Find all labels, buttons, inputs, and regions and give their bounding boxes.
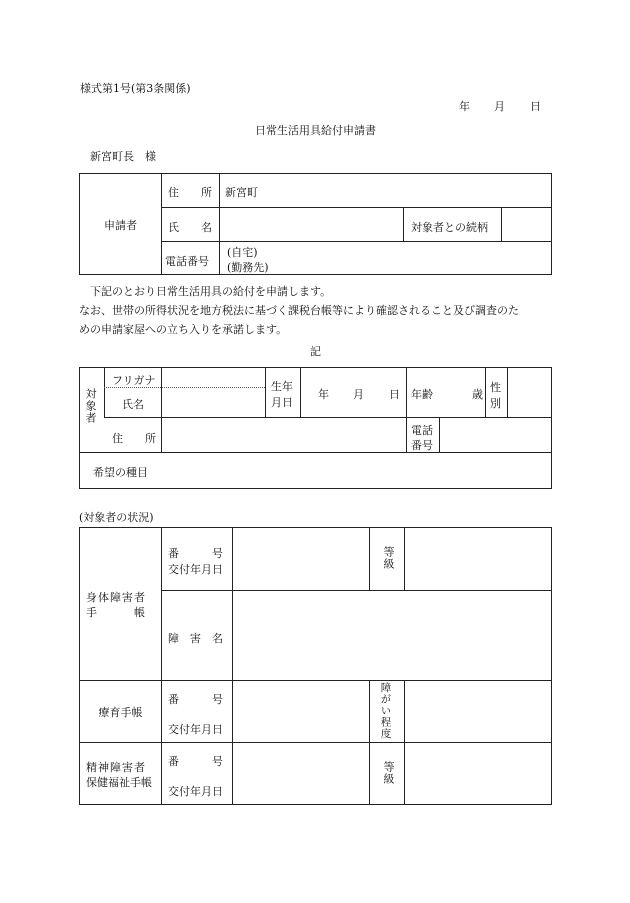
status-table (79, 527, 552, 805)
mental-cert-label-2: 保健福祉手帳 (86, 776, 152, 789)
page-title: 日常生活用具給付申請書 (255, 124, 376, 137)
date-day: 日 (530, 100, 541, 113)
subject-name-field[interactable] (162, 389, 264, 416)
relation-label: 対象者との続柄 (411, 221, 488, 234)
sex-label-1: 性 (490, 381, 501, 394)
age-unit: 歳 (472, 388, 483, 401)
disability-name-label: 障 害 名 (168, 632, 223, 645)
ryoiku-degree-field[interactable] (405, 682, 551, 741)
disability-name-field[interactable] (233, 592, 551, 679)
physical-number-field[interactable] (233, 529, 368, 589)
ryoiku-number-field[interactable] (233, 682, 368, 741)
mental-number-label: 番 号 (168, 755, 223, 768)
age-label: 年齢 (411, 388, 433, 401)
declaration-line-2: なお、世帯の所得状況を地方税法に基づく課税台帳等により確認されること及び調査のた (79, 304, 519, 317)
sex-field[interactable] (508, 369, 551, 416)
subject-address-label: 住 所 (112, 432, 156, 445)
birth-year: 年 (318, 388, 329, 401)
physical-number-label: 番 号 (168, 547, 223, 560)
subject-phone-label-1: 電話 (411, 424, 433, 437)
declaration-line-3: めの申請家屋への立ち入りを承諾します。 (79, 323, 288, 336)
mental-grade-label: 等級 (382, 761, 395, 785)
relation-field[interactable] (502, 209, 551, 240)
physical-grade-field[interactable] (405, 529, 551, 589)
birth-day: 日 (389, 388, 400, 401)
ryoiku-degree-label: 障がい程度 (379, 682, 392, 740)
subject-name-label: 氏名 (122, 398, 144, 411)
birth-month: 月 (353, 388, 364, 401)
birth-label-1: 生年 (271, 380, 293, 393)
physical-issue-date-label: 交付年月日 (168, 563, 223, 576)
subject-address-field[interactable] (162, 419, 405, 451)
ryoiku-issue-date-label: 交付年月日 (168, 723, 223, 736)
applicant-address-label: 住 所 (168, 186, 212, 199)
applicant-section-label: 申請者 (104, 219, 137, 232)
birth-label-2: 月日 (271, 396, 293, 409)
date-year: 年 (459, 100, 470, 113)
phone-work-label: (勤務先) (227, 261, 269, 274)
applicant-name-label: 氏 名 (168, 221, 212, 234)
mental-issue-date-label: 交付年月日 (168, 785, 223, 798)
physical-cert-label-1: 身体障害者 (86, 591, 146, 604)
physical-cert-label-2: 手 帳 (86, 606, 146, 619)
desired-type-label: 希望の種目 (93, 466, 148, 479)
subject-section-label: 対象者 (84, 388, 97, 424)
date-month: 月 (494, 100, 505, 113)
desired-type-field[interactable] (162, 454, 551, 488)
applicant-address-value[interactable]: 新宮町 (225, 186, 258, 199)
ki-label: 記 (310, 345, 321, 358)
physical-grade-label: 等級 (382, 546, 395, 570)
declaration-line-1: 下記のとおり日常生活用具の給付を申請します。 (90, 285, 332, 298)
phone-home-label: (自宅) (227, 246, 258, 259)
mental-cert-label-1: 精神障害者 (86, 761, 146, 774)
furigana-label: フリガナ (112, 374, 156, 387)
sex-label-2: 別 (490, 397, 501, 410)
applicant-phone-label: 電話番号 (165, 255, 209, 268)
subject-phone-label-2: 番号 (411, 439, 433, 452)
applicant-table (79, 173, 552, 275)
furigana-field[interactable] (162, 369, 264, 386)
status-heading: (対象者の状況) (79, 511, 154, 524)
form-number: 様式第1号(第3条関係) (80, 82, 191, 95)
subject-table (79, 367, 552, 489)
mental-grade-field[interactable] (405, 744, 551, 803)
mental-number-field[interactable] (233, 744, 368, 803)
ryoiku-cert-label: 療育手帳 (98, 706, 143, 719)
applicant-name-field[interactable] (220, 209, 402, 240)
ryoiku-number-label: 番 号 (168, 693, 223, 706)
subject-phone-field[interactable] (440, 419, 551, 451)
addressee: 新宮町長 様 (90, 150, 156, 163)
